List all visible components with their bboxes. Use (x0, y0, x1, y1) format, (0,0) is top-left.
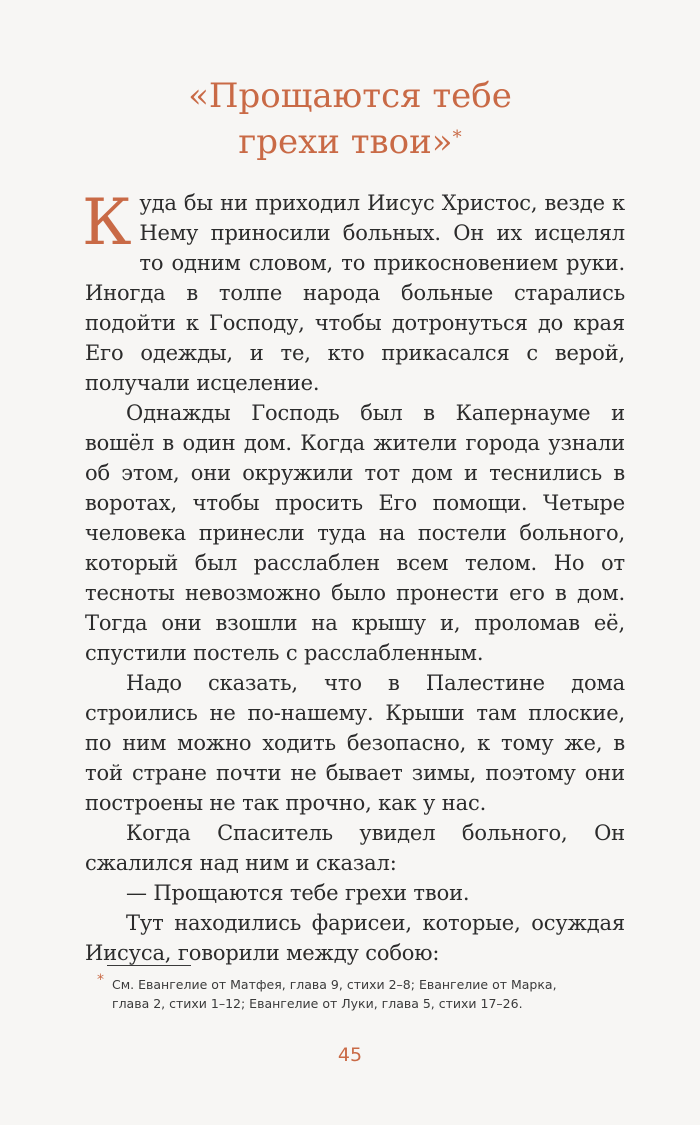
paragraph-2: Однажды Господь был в Капернауме и вошёл в один дом. Когда жители города узнали об этом, они окружили тот дом и теснились в воротах, чтобы просить Его помощи. Четыре человека принесли туда на постели больного, который был расслаблен всем телом. Но от тесноты невозможно было пронести его в дом. Тогда они взошли на крышу и, проломав её, спустили постель с расслабленным. (85, 401, 625, 665)
chapter-body (82, 186, 625, 968)
chapter-title-line-2-text: грехи твои» (238, 122, 453, 162)
paragraph-5: Тут находились фарисеи, которые, осуждая Иисуса, говорили между собою: (85, 911, 625, 965)
footnote-line-1: См. Евангелие от Матфея, глава 9, стихи 2–8; Евангелие от Марка, (112, 977, 557, 992)
chapter-title-line-2 (0, 119, 700, 165)
chapter-title-line-1: «Прощаются тебе (188, 76, 512, 116)
paragraph-1-text: уда бы ни приходил Иисус Христос, везде к Нему приносили больных. Он их исцелял то одним словом, то прикосновением руки. Иногда в толпе народа больные старались подойти к Господу, чтобы дотронуться до края Его одежды, и те, кто прикасался с верой, получали исцеление. (85, 191, 625, 395)
footnote-mark: * (97, 972, 104, 988)
page-number: 45 (337, 1044, 363, 1066)
chapter-title (0, 73, 700, 165)
footnote (97, 972, 632, 1013)
paragraph-3: Надо сказать, что в Палестине дома строились не по-нашему. Крыши там плоские, по ним можно ходить безопасно, к тому же, в той стране почти не бывает зимы, поэтому они построены не так прочно, как у нас. (85, 671, 625, 815)
paragraph-1 (82, 186, 625, 398)
dialog-line: — Прощаются тебе грехи твои. (126, 881, 470, 905)
title-footnote-mark: * (452, 127, 462, 148)
paragraph-4: Когда Спаситель увидел больного, Он сжалился над ним и сказал: (85, 821, 625, 875)
drop-cap: К (82, 186, 132, 260)
footnote-line-2: глава 2, стихи 1–12; Евангелие от Луки, глава 5, стихи 17–26. (112, 996, 523, 1011)
footnote-divider (107, 965, 191, 966)
